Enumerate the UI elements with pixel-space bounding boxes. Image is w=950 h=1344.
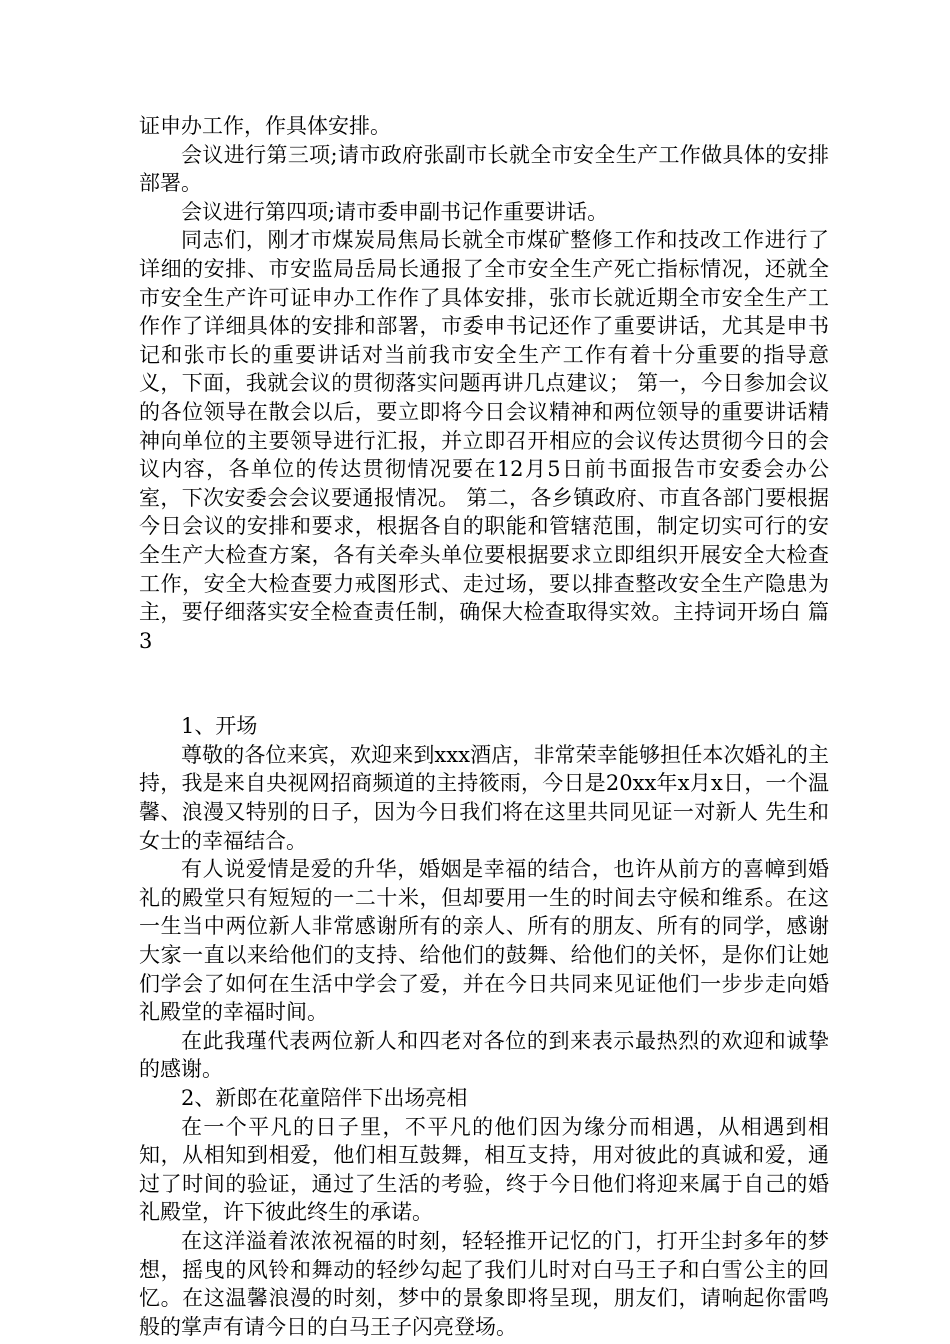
section-heading-groom-entrance: 2、新郎在花童陪伴下出场亮相 [181, 1086, 468, 1110]
paragraph-prince-entrance: 在这洋溢着浓浓祝福的时刻，轻轻推开记忆的门，打开尘封多年的梦想，摇曳的风铃和舞动的轻纱勾起了我们儿时对白马王子和白雪公主的回忆。在这温馨浪漫的时刻，梦中的景象即将呈现，朋友们，请响起你雷鸣般的掌声有请今日的白马王子闪亮登场。 [139, 1228, 829, 1339]
paragraph-welcome: 尊敬的各位来宾，欢迎来到xxx酒店，非常荣幸能够担任本次婚礼的主持，我是来自央视网招商频道的主持筱雨，今日是20xx年x月x日，一个温馨、浪漫又特别的日子，因为今日我们将在这里共同见证一对新人 先生和 女士的幸福结合。 [139, 742, 829, 853]
paragraph-thanks: 在此我瑾代表两位新人和四老对各位的到来表示最热烈的欢迎和诚挚的感谢。 [139, 1028, 829, 1082]
section-heading-opening: 1、开场 [181, 714, 258, 739]
paragraph-agenda-item-3: 会议进行第三项;请市政府张副市长就全市安全生产工作做具体的安排部署。 [139, 142, 829, 196]
paragraph-agenda-item-4: 会议进行第四项;请市委申副书记作重要讲话。 [181, 199, 609, 224]
paragraph-love-story: 在一个平凡的日子里，不平凡的他们因为缘分而相遇，从相遇到相知，从相知到相爱，他们相互鼓舞，相互支持，用对彼此的真诚和爱，通过了时间的验证，通过了生活的考验，终于今日他们将迎来属于自己的婚礼殿堂，许下彼此终生的承诺。 [139, 1114, 829, 1225]
section-gap [139, 655, 829, 712]
paragraph-continuation: 证申办工作，作具体安排。 [139, 114, 391, 138]
paragraph-speech-summary: 同志们，刚才市煤炭局焦局长就全市煤矿整修工作和技改工作进行了详细的安排、市安监局岳局长通报了全市安全生产死亡指标情况，还就全市安全生产许可证申办工作作了具体安排，张市长就近期全市安全生产工作作了详细具体的安排和部署，市委申书记还作了重要讲话，尤其是申书记和张市长的重要讲话对当前我市安全生产工作有着十分重要的指导意义，下面，我就会议的贯彻落实问题再讲几点建议； 第一，今日参加会议的各位领导在散会以后，要立即将今日会议精神和两位领导的重要讲话精神向单位的主要领导进行汇报，并立即召开相应的会议传达贯彻今日的会议内容，各单位的传达贯彻情况要在12月5日前书面报告市安委会办公室，下次安委会会议要通报情况。 第二，各乡镇政府、市直各部门要根据今日会议的安排和要求，根据各自的职能和管辖范围，制定切实可行的安全生产大检查方案，各有关牵头单位要根据要求立即组织开展安全大检查工作，安全大检查要力戒图形式、走过场，要以排查整改安全生产隐患为主，要仔细落实安全检查责任制，确保大检查取得实效。主持词开场白 篇3 [139, 228, 829, 653]
document-body [139, 112, 829, 1341]
paragraph-love-and-marriage: 有人说爱情是爱的升华，婚姻是幸福的结合，也许从前方的喜幛到婚礼的殿堂只有短短的一二十米，但却要用一生的时间去守候和维系。在这一生当中两位新人非常感谢所有的亲人、所有的朋友、所有的同学，感谢大家一直以来给他们的支持、给他们的鼓舞、给他们的关怀，是你们让她们学会了如何在生活中学会了爱，并在今日共同来见证他们一步步走向婚礼殿堂的幸福时间。 [139, 857, 829, 1025]
